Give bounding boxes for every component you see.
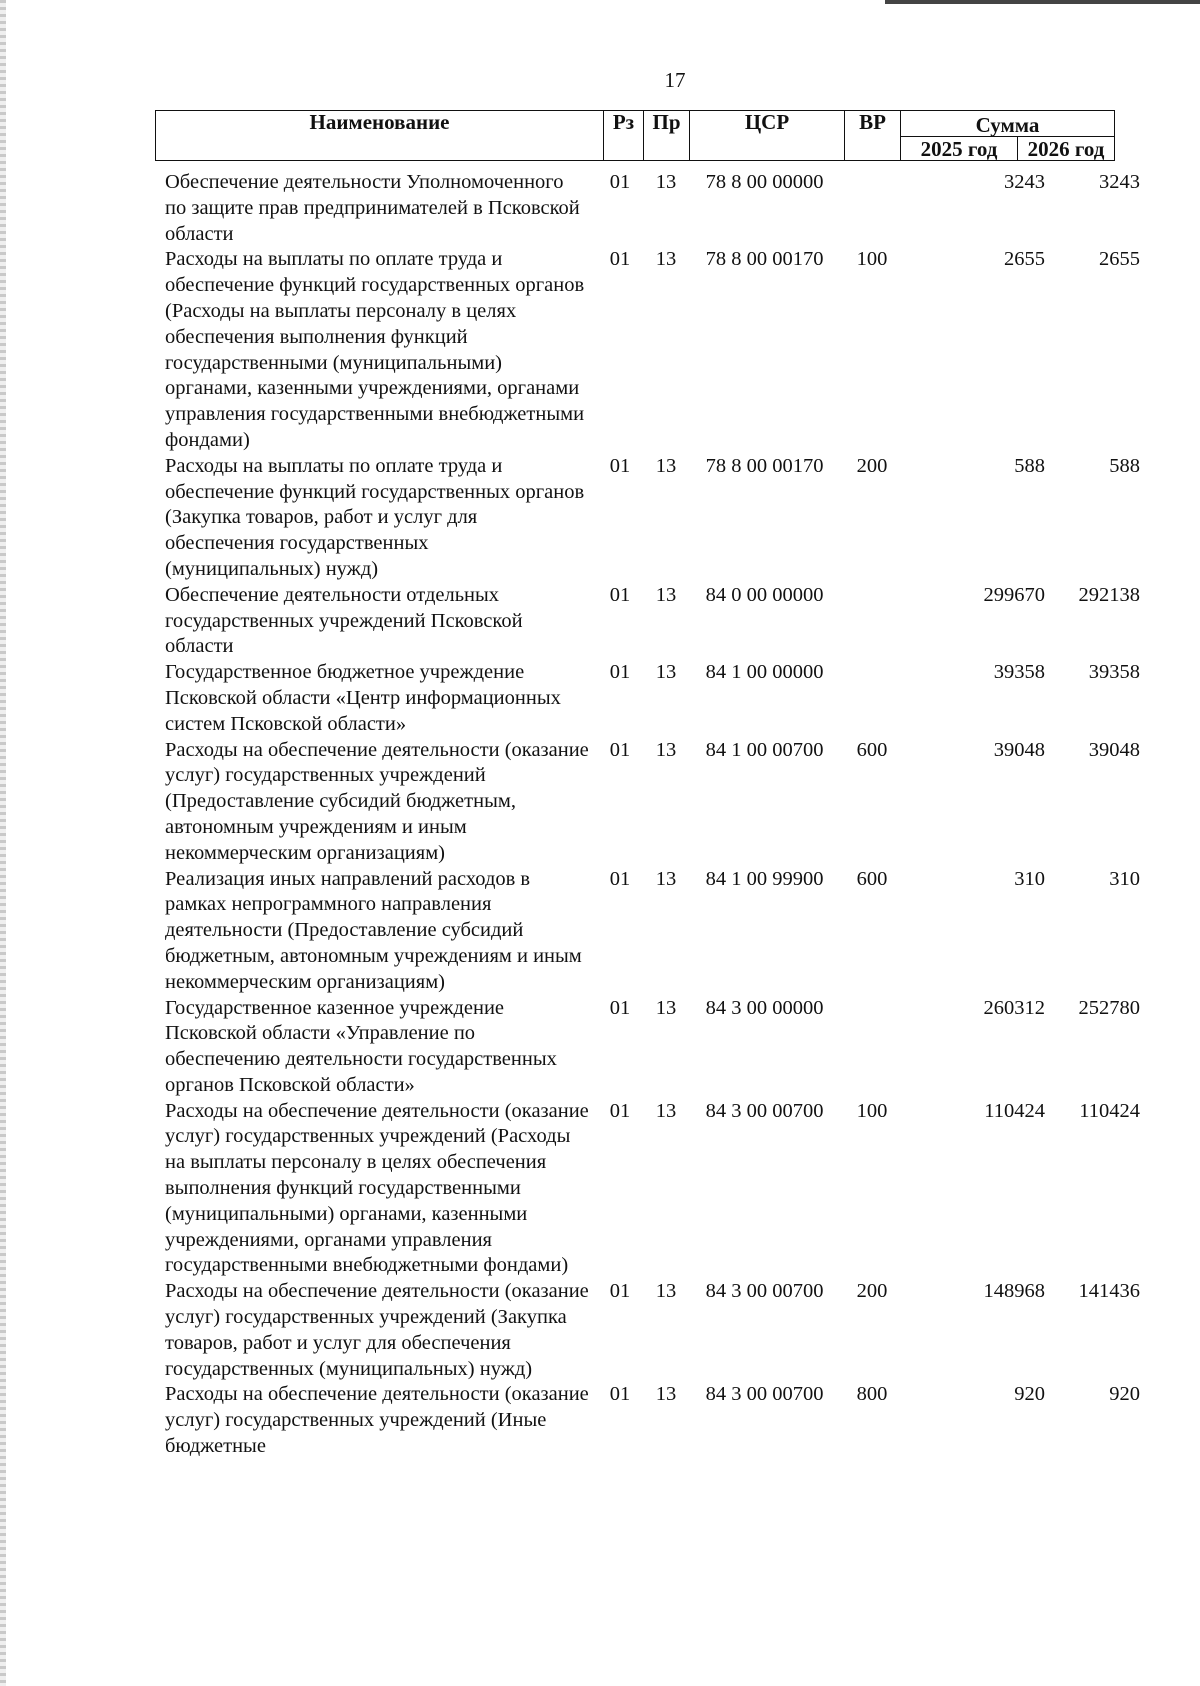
cell-pr: 13: [655, 1383, 677, 1406]
cell-sum-2025: 588: [1014, 454, 1045, 477]
cell-name: Обеспечение деятельности Уполномоченного по защите прав предпринимателей в Псковской области: [165, 171, 580, 245]
cell-pr: 13: [655, 996, 677, 1019]
cell-sum-2025: 110424: [984, 1099, 1045, 1122]
cell-rz: 01: [609, 738, 631, 761]
cell-sum-2026: 2655: [1099, 248, 1140, 271]
cell-pr: 13: [655, 248, 677, 271]
table-row: [165, 738, 1140, 867]
cell-sum-2026: 39358: [1088, 661, 1140, 684]
cell-pr: 13: [655, 867, 677, 890]
cell-sum-2026: 310: [1109, 867, 1140, 890]
header-csr: ЦСР: [690, 111, 845, 161]
header-pr: Пр: [644, 111, 690, 161]
cell-pr: 13: [655, 1099, 677, 1122]
cell-rz: 01: [609, 996, 631, 1019]
cell-vr: 600: [856, 867, 888, 890]
table-row: [165, 247, 1140, 453]
header-sum: Сумма: [901, 111, 1115, 137]
cell-name: Расходы на обеспечение деятельности (оказание услуг) государственных учреждений (Иные бюджетные: [165, 1383, 589, 1458]
table-row: [165, 1099, 1140, 1280]
table-row: [165, 583, 1140, 660]
cell-rz: 01: [609, 1280, 631, 1303]
cell-rz: 01: [609, 867, 631, 890]
table-row: [165, 660, 1140, 737]
cell-vr: [842, 996, 902, 1099]
cell-csr: 84 1 00 99900: [705, 867, 824, 890]
cell-sum-2025: 920: [1014, 1383, 1045, 1406]
cell-sum-2026: 39048: [1088, 738, 1140, 761]
cell-rz: 01: [609, 661, 631, 684]
cell-rz: 01: [609, 454, 631, 477]
cell-csr: 84 3 00 00700: [705, 1280, 824, 1303]
cell-rz: 01: [609, 248, 631, 271]
table-row: [165, 996, 1140, 1099]
cell-pr: 13: [655, 171, 677, 193]
header-vr: ВР: [845, 111, 901, 161]
cell-name: Государственное казенное учреждение Псковской области «Управление по обеспечению деятельности государственных органов Псковской области»: [165, 996, 557, 1096]
cell-csr: 84 3 00 00700: [705, 1099, 824, 1122]
cell-vr: [842, 583, 902, 660]
cell-sum-2026: 110424: [1079, 1099, 1140, 1122]
cell-sum-2026: 252780: [1078, 996, 1140, 1019]
cell-csr: 78 8 00 00000: [705, 171, 824, 193]
cell-vr: 200: [856, 454, 888, 477]
cell-name: Реализация иных направлений расходов в рамках непрограммного направления деятельности (Предоставление субсидий бюджетным, автономным учреждениям и иным некоммерческим организациям): [165, 867, 582, 993]
cell-rz: 01: [609, 583, 631, 606]
cell-name: Расходы на выплаты по оплате труда и обеспечение функций государственных органов (Расходы на выплаты персоналу в целях обеспечения выполнения функций государственными (муниципальными) органами, казенными учреждениями, органами управления государственными внебюджетными фондами): [165, 248, 585, 451]
cell-sum-2025: 39048: [993, 738, 1045, 761]
cell-vr: 600: [856, 738, 888, 761]
cell-sum-2025: 260312: [983, 996, 1045, 1019]
cell-csr: 78 8 00 00170: [705, 248, 824, 271]
cell-vr: [842, 170, 902, 247]
table-row: [165, 454, 1140, 583]
cell-vr: 100: [856, 1099, 888, 1122]
top-rule: [885, 0, 1200, 4]
page-number: 17: [664, 68, 686, 92]
cell-sum-2025: 39358: [993, 661, 1045, 684]
header-rz: Рз: [604, 111, 644, 161]
table-row: [165, 170, 1140, 247]
cell-sum-2025: 299670: [983, 583, 1045, 606]
cell-sum-2025: 148968: [983, 1280, 1045, 1303]
cell-rz: 01: [609, 1099, 631, 1122]
cell-vr: [842, 660, 902, 737]
table-row: [165, 1279, 1140, 1382]
scan-edge: [0, 0, 6, 1686]
cell-csr: 84 3 00 00000: [705, 996, 824, 1019]
cell-vr: 100: [856, 248, 888, 271]
cell-rz: 01: [609, 1383, 631, 1406]
cell-csr: 84 0 00 00000: [705, 583, 824, 606]
cell-sum-2025: 2655: [1004, 248, 1045, 271]
header-year-2026: 2026 год: [1018, 137, 1115, 161]
cell-vr: 800: [856, 1383, 888, 1406]
cell-name: Расходы на обеспечение деятельности (оказание услуг) государственных учреждений (Предоставление субсидий бюджетным, автономным учреждениям и иным некоммерческим организациям): [165, 738, 589, 864]
cell-sum-2026: 588: [1109, 454, 1140, 477]
cell-csr: 84 3 00 00700: [705, 1383, 824, 1406]
cell-pr: 13: [655, 1280, 677, 1303]
cell-csr: 84 1 00 00000: [705, 661, 824, 684]
header-name: Наименование: [156, 111, 604, 161]
cell-name: Обеспечение деятельности отдельных государственных учреждений Псковской области: [165, 583, 523, 658]
cell-csr: 84 1 00 00700: [705, 738, 824, 761]
cell-name: Государственное бюджетное учреждение Псковской области «Центр информационных систем Псковской области»: [165, 661, 561, 735]
cell-pr: 13: [655, 583, 677, 606]
cell-pr: 13: [655, 738, 677, 761]
table-row: [165, 1382, 1140, 1459]
cell-sum-2025: 310: [1014, 867, 1045, 890]
cell-sum-2026: 920: [1109, 1383, 1140, 1406]
cell-pr: 13: [655, 454, 677, 477]
table-body: [165, 170, 1140, 1460]
cell-name: Расходы на обеспечение деятельности (оказание услуг) государственных учреждений (Закупка товаров, работ и услуг для обеспечения государственных (муниципальных) нужд): [165, 1280, 589, 1380]
cell-sum-2026: 292138: [1078, 583, 1140, 606]
cell-sum-2025: 3243: [1004, 171, 1045, 193]
cell-rz: 01: [609, 171, 631, 193]
cell-name: Расходы на обеспечение деятельности (оказание услуг) государственных учреждений (Расходы на выплаты персоналу в целях обеспечения выполнения функций государственными (муниципальными) органами, казенными учреждениями, органами управления государственными внебюджетными фондами): [165, 1099, 589, 1277]
table-row: [165, 867, 1140, 996]
cell-csr: 78 8 00 00170: [705, 454, 824, 477]
cell-sum-2026: 141436: [1078, 1280, 1140, 1303]
cell-pr: 13: [655, 661, 677, 684]
cell-name: Расходы на выплаты по оплате труда и обеспечение функций государственных органов (Закупка товаров, работ и услуг для обеспечения государственных (муниципальных) нужд): [165, 454, 585, 580]
cell-sum-2026: 3243: [1099, 171, 1140, 193]
table-header: [155, 110, 1115, 161]
cell-vr: 200: [856, 1280, 888, 1303]
header-year-2025: 2025 год: [901, 137, 1018, 161]
